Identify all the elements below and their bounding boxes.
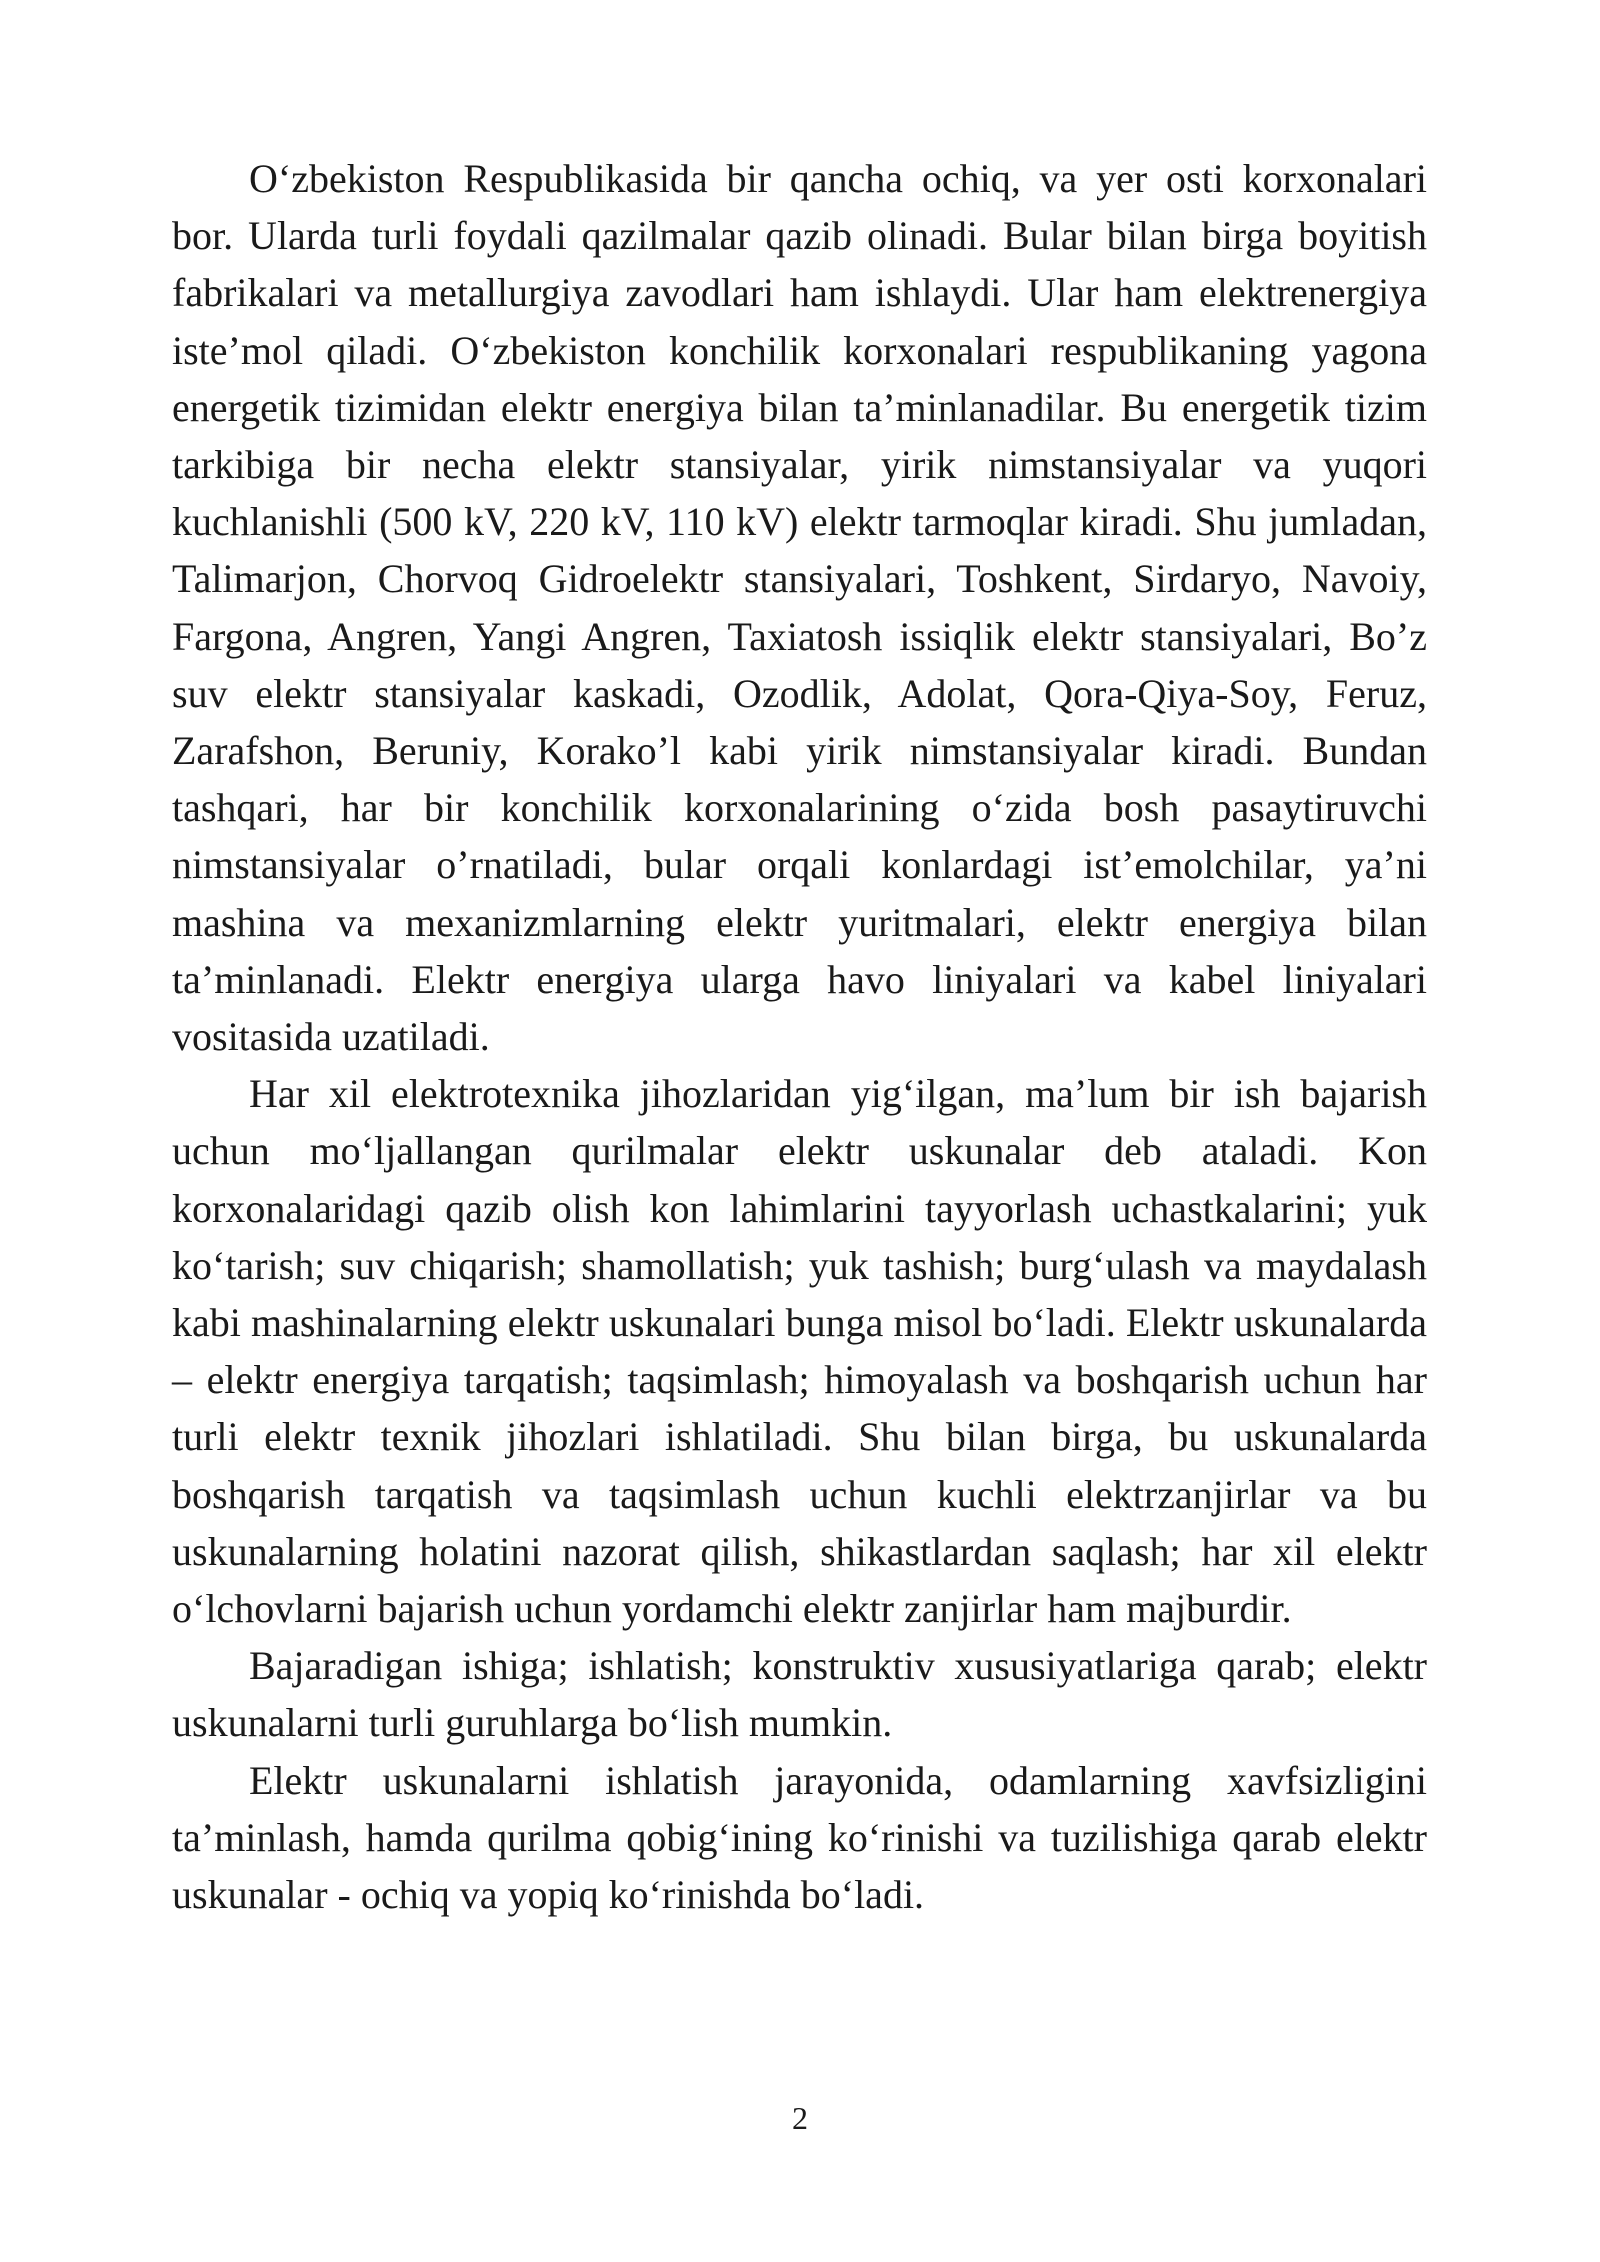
paragraph-4: Elektr uskunalarni ishlatish jarayonida, odamlarning xavfsizligini ta’minlash, hamda qurilma qobig‘ining ko‘rinishi va tuzilishiga qarab elektr uskunalar - ochiq va yopiq ko‘rinishda bo‘ladi. xyxy=(172,1757,1427,1918)
paragraph-3: Bajaradigan ishiga; ishlatish; konstruktiv xususiyatlariga qarab; elektr uskunalarni turli guruhlarga bo‘lish mumkin. xyxy=(172,1643,1427,1746)
paragraph-1: O‘zbekiston Respublikasida bir qancha ochiq, va yer osti korxonalari bor. Ularda turli foydali qazilmalar qazib olinadi. Bular bilan birga boyitish fabrikalari va metallurgiya zavodlari ham ishlaydi. Ular ham elektrenergiya iste’mol qiladi. O‘zbekiston konchilik korxonalari respublikaning yagona energetik tizimidan elektr energiya bilan ta’minlanadilar. Bu energetik tizim tarkibiga bir necha elektr stansiyalar, yirik nimstansiyalar va yuqori kuchlanishli (500 kV, 220 kV, 110 kV) elektr tarmoqlar kiradi. Shu jumladan, Talimarjon, Chorvoq Gidroelektr stansiyalari, Toshkent, Sirdaryo, Navoiy, Fargona, Angren, Yangi Angren, Taxiatosh issiqlik elektr stansiyalari, Bo’z suv elektr stansiyalar kaskadi, Ozodlik, Adolat, Qora-Qiya-Soy, Feruz, Zarafshon, Beruniy, Korako’l kabi yirik nimstansiyalar kiradi. Bundan tashqari, har bir konchilik korxonalarining o‘zida bosh pasaytiruvchi nimstansiyalar o’rnatiladi, bular orqali konlardagi ist’emolchilar, ya’ni mashina va mexanizmlarning elektr yuritmalari, elektr energiya bilan ta’minlanadi. Elektr energiya ularga havo liniyalari va kabel liniyalari vositasida uzatiladi. xyxy=(172,156,1427,1060)
document-body xyxy=(172,150,1427,1923)
page-number: 2 xyxy=(792,2100,808,2136)
paragraph-2: Har xil elektrotexnika jihozlaridan yig‘ilgan, ma’lum bir ish bajarish uchun mo‘ljallangan qurilmalar elektr uskunalar deb ataladi. Kon korxonalaridagi qazib olish kon lahimlarini tayyorlash uchastkalarini; yuk ko‘tarish; suv chiqarish; shamollatish; yuk tashish; burg‘ulash va maydalash kabi mashinalarning elektr uskunalari bunga misol bo‘ladi. Elektr uskunalarda – elektr energiya tarqatish; taqsimlash; himoyalash va boshqarish uchun har turli elektr texnik jihozlari ishlatiladi. Shu bilan birga, bu uskunalarda boshqarish tarqatish va taqsimlash uchun kuchli elektrzanjirlar va bu uskunalarning holatini nazorat qilish, shikastlardan saqlash; har xil elektr o‘lchovlarni bajarish uchun yordamchi elektr zanjirlar ham majburdir. xyxy=(172,1071,1427,1632)
